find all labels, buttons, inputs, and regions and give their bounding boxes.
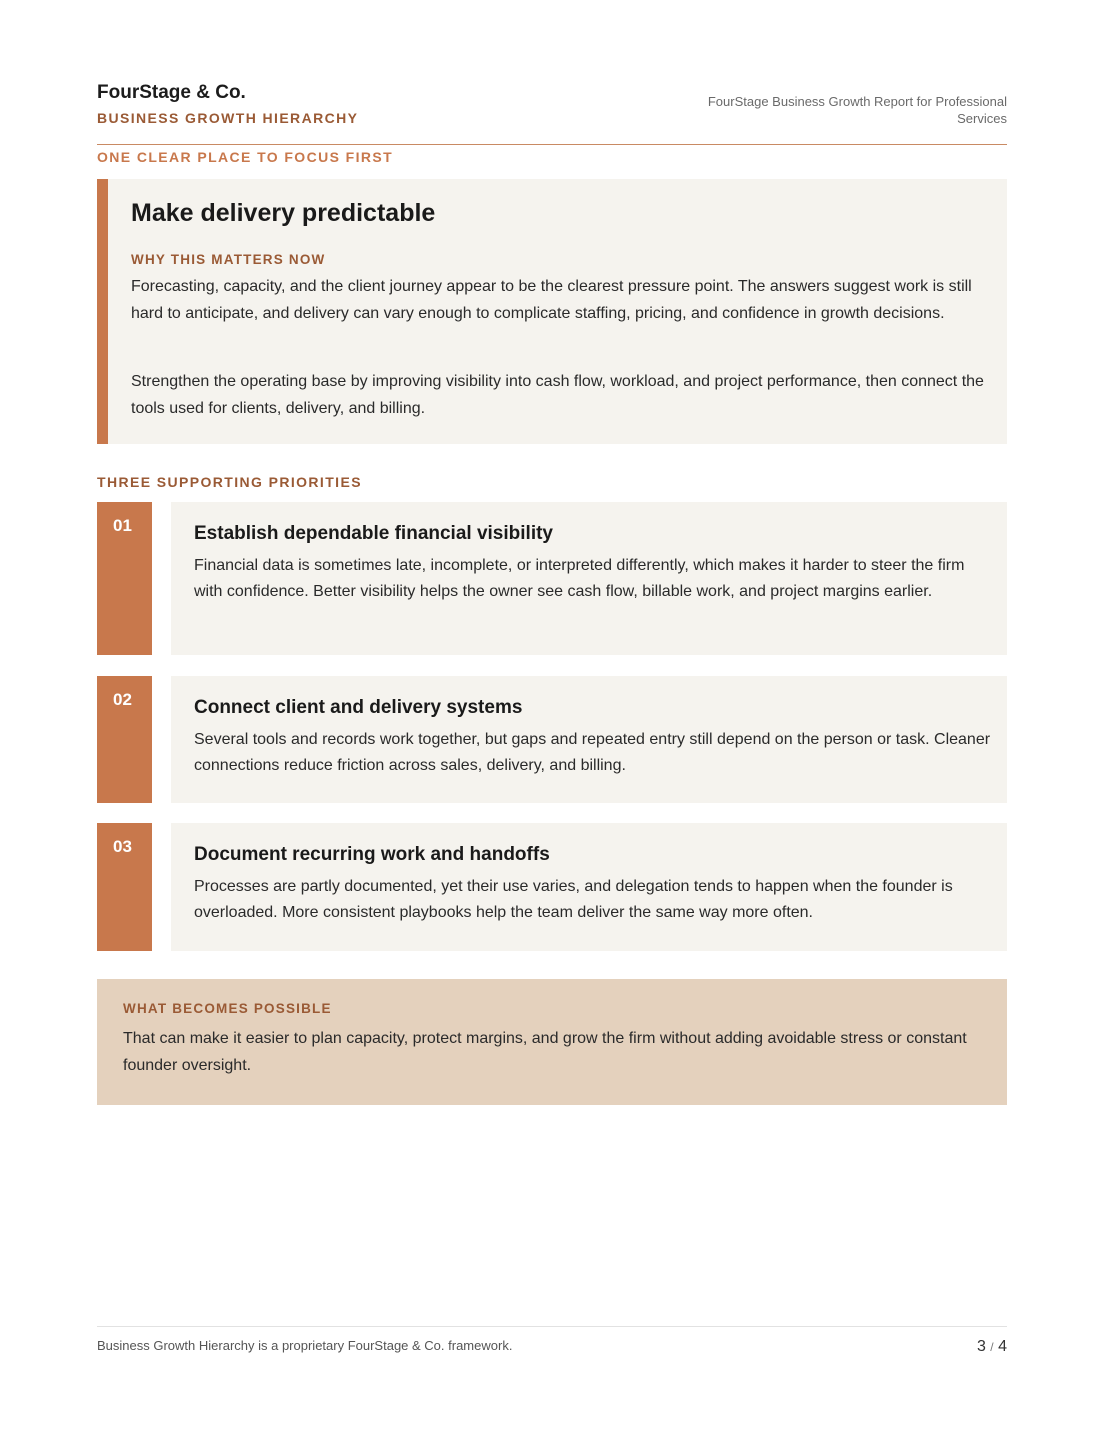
priority-number: 01 xyxy=(113,516,132,535)
priority-item xyxy=(97,502,1007,655)
page-number xyxy=(977,1338,1007,1356)
priority-body: Several tools and records work together, but gaps and repeated entry still depend on the person or task. Cleaner connections reduce friction across sales, delivery, and billing. xyxy=(194,731,991,774)
header-divider xyxy=(97,144,1007,145)
report-title: FourStage Business Growth Report for Professional Services xyxy=(707,94,1007,126)
footer-divider xyxy=(97,1326,1007,1327)
brand-name: FourStage & Co. xyxy=(97,82,246,103)
brand-subtitle: BUSINESS GROWTH HIERARCHY xyxy=(97,110,359,126)
priority-title: Establish dependable financial visibility xyxy=(194,523,553,544)
footer-note: Business Growth Hierarchy is a proprietary FourStage & Co. framework. xyxy=(97,1338,513,1353)
priority-number: 03 xyxy=(113,837,132,856)
priority-item xyxy=(97,676,1007,803)
priority-item xyxy=(97,823,1007,951)
focus-paragraph: Strengthen the operating base by improving visibility into cash flow, workload, and project performance, then connect the tools used for clients, delivery, and billing. xyxy=(131,373,984,417)
possible-label: WHAT BECOMES POSSIBLE xyxy=(123,1001,332,1016)
possible-callout xyxy=(97,979,1007,1105)
why-label: WHY THIS MATTERS NOW xyxy=(131,252,326,267)
priority-body: Processes are partly documented, yet their use varies, and delegation tends to happen when the founder is overloaded. More consistent playbooks help the team deliver the same way more often. xyxy=(194,878,953,921)
priority-card xyxy=(171,502,1007,655)
focus-accent-bar xyxy=(97,179,108,444)
focus-section-label: ONE CLEAR PLACE TO FOCUS FIRST xyxy=(97,149,394,165)
page-current: 3 xyxy=(976,1338,986,1355)
priorities-section-label: THREE SUPPORTING PRIORITIES xyxy=(97,474,362,490)
priority-card xyxy=(171,823,1007,951)
focus-title: Make delivery predictable xyxy=(131,199,436,227)
priority-number-box xyxy=(97,502,152,655)
possible-body: That can make it easier to plan capacity, protect margins, and grow the firm without adding avoidable stress or constant founder oversight. xyxy=(123,1030,967,1074)
report-page xyxy=(97,0,1007,1430)
priority-number: 02 xyxy=(113,690,132,709)
priority-number-box xyxy=(97,823,152,951)
page-separator: / xyxy=(990,1340,994,1354)
priority-title: Connect client and delivery systems xyxy=(194,697,523,718)
priority-number-box xyxy=(97,676,152,803)
priority-title: Document recurring work and handoffs xyxy=(194,844,550,865)
focus-paragraph: Forecasting, capacity, and the client journey appear to be the clearest pressure point. The answers suggest work is still hard to anticipate, and delivery can vary enough to complicate staffing, pricing, and confidence in growth decisions. xyxy=(131,278,972,322)
focus-card xyxy=(97,179,1007,444)
page-total: 4 xyxy=(998,1338,1007,1355)
priority-body: Financial data is sometimes late, incomplete, or interpreted differently, which makes it harder to steer the firm with confidence. Better visibility helps the owner see cash flow, billable work, and project margins earlier. xyxy=(194,557,965,600)
priority-card xyxy=(171,676,1007,803)
